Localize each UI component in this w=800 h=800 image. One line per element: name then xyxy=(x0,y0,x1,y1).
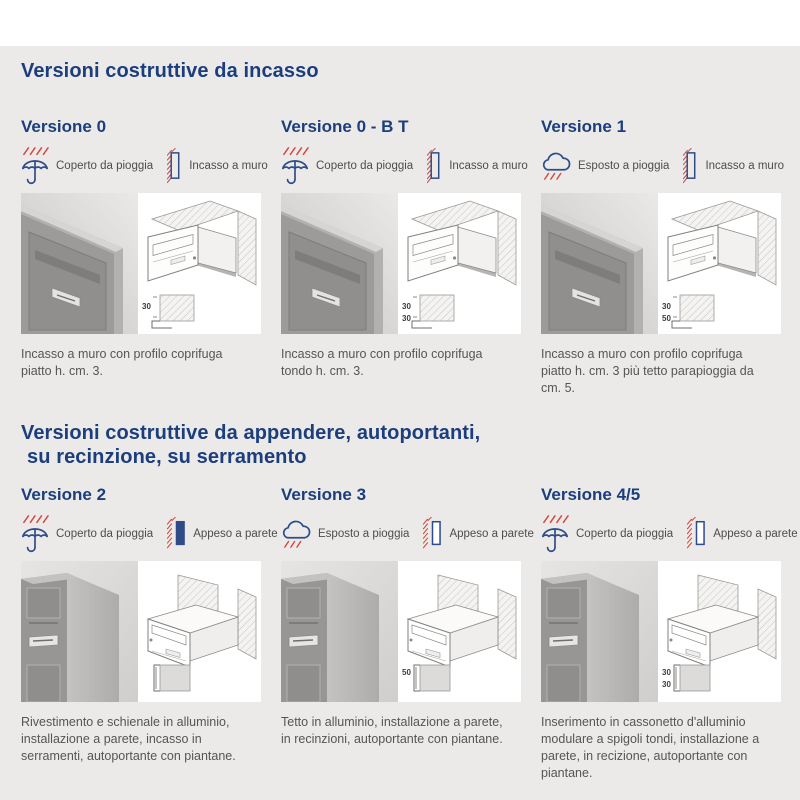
mailbox-photo xyxy=(281,193,398,334)
version-card-4 xyxy=(281,485,534,782)
section-title-appendere xyxy=(21,421,781,469)
weather-label: Coperto da pioggia xyxy=(56,528,154,540)
section-title-incasso: Versioni costruttive da incasso xyxy=(21,60,319,82)
mount-label: Appeso a parete xyxy=(713,528,798,540)
installation-drawing xyxy=(658,561,781,702)
dimension-label: 30 xyxy=(142,302,151,311)
wall-recessed-icon xyxy=(683,148,698,184)
feature-icons-row xyxy=(21,144,268,188)
wall-recessed-icon xyxy=(427,148,442,184)
weather-label: Coperto da pioggia xyxy=(56,160,154,172)
version-title: Versione 4/5 xyxy=(541,485,641,504)
version-card-1 xyxy=(281,117,528,397)
version-caption: Incasso a muro con profilo coprifuga piatto h. cm. 3 più tetto parapioggia da cm. 5. xyxy=(541,347,754,395)
version-title: Versione 0 xyxy=(21,117,107,136)
version-title: Versione 2 xyxy=(21,485,107,504)
wall-hung-icon xyxy=(687,517,706,551)
mount-label: Incasso a muro xyxy=(705,160,785,172)
versions-row-1 xyxy=(21,117,785,397)
weather-label: Coperto da pioggia xyxy=(576,528,674,540)
section-title-line2: su recinzione, su serramento xyxy=(27,446,307,468)
version-caption: Inserimento in cassonetto d'alluminio modulare a spigoli tondi, installazione a parete, in recizione, autoportante con piantane. xyxy=(541,715,760,780)
mailbox-photo xyxy=(281,561,398,702)
installation-drawing xyxy=(658,193,781,334)
product-illustration xyxy=(281,193,521,334)
version-caption: Incasso a muro con profilo coprifuga piatto h. cm. 3. xyxy=(21,347,223,378)
wall-hung-icon xyxy=(167,517,186,551)
version-caption: Incasso a muro con profilo coprifuga tondo h. cm. 3. xyxy=(281,347,483,378)
weather-label: Esposto a pioggia xyxy=(578,160,670,172)
version-title: Versione 1 xyxy=(541,117,627,136)
installation-drawing xyxy=(398,193,521,334)
version-caption: Tetto in alluminio, installazione a parete, in recinzioni, autoportante con piantane. xyxy=(281,715,503,746)
version-card-2 xyxy=(541,117,785,397)
feature-icons-row xyxy=(541,144,785,188)
mailbox-photo xyxy=(21,193,138,334)
versions-row-2 xyxy=(21,485,798,782)
version-card-5 xyxy=(541,485,798,782)
umbrella-icon xyxy=(281,146,309,187)
product-illustration xyxy=(541,561,781,702)
feature-icons-row xyxy=(541,512,798,556)
mount-label: Appeso a parete xyxy=(193,528,278,540)
dimension-label: 30 xyxy=(662,302,671,311)
version-title: Versione 3 xyxy=(281,485,367,504)
dimension-label: 50 xyxy=(402,668,411,677)
mailbox-photo xyxy=(21,561,138,702)
mount-label: Incasso a muro xyxy=(449,160,528,172)
mount-label: Appeso a parete xyxy=(449,528,534,540)
umbrella-icon xyxy=(541,514,569,555)
installation-drawing xyxy=(398,561,521,702)
mount-label: Incasso a muro xyxy=(189,160,268,172)
product-illustration xyxy=(541,193,781,334)
version-title: Versione 0 - B T xyxy=(281,117,409,136)
rain-cloud-icon xyxy=(541,151,571,181)
feature-icons-row xyxy=(281,144,528,188)
feature-icons-row xyxy=(281,512,534,556)
umbrella-icon xyxy=(21,146,49,187)
feature-icons-row xyxy=(21,512,278,556)
mailbox-photo xyxy=(541,561,658,702)
dimension-label: 50 xyxy=(662,314,671,323)
content-area xyxy=(0,46,800,800)
product-illustration xyxy=(281,561,521,702)
dimension-label: 30 xyxy=(662,680,671,689)
weather-label: Esposto a pioggia xyxy=(318,528,410,540)
dimension-label: 30 xyxy=(662,668,671,677)
product-illustration xyxy=(21,561,261,702)
rain-cloud-icon xyxy=(281,519,311,549)
version-caption: Rivestimento e schienale in alluminio, installazione a parete, incasso in serramenti, autoportante con piantane. xyxy=(21,715,236,763)
weather-label: Coperto da pioggia xyxy=(316,160,414,172)
installation-drawing xyxy=(138,561,261,702)
wall-recessed-icon xyxy=(167,148,182,184)
dimension-label: 30 xyxy=(402,314,411,323)
version-card-3 xyxy=(21,485,278,782)
mailbox-photo xyxy=(541,193,658,334)
version-card-0 xyxy=(21,117,268,397)
installation-drawing xyxy=(138,193,261,334)
product-illustration xyxy=(21,193,261,334)
umbrella-icon xyxy=(21,514,49,555)
wall-hung-icon xyxy=(423,517,442,551)
dimension-label: 30 xyxy=(402,302,411,311)
section-title-line1: Versioni costruttive da appendere, autoportanti, xyxy=(21,422,481,444)
